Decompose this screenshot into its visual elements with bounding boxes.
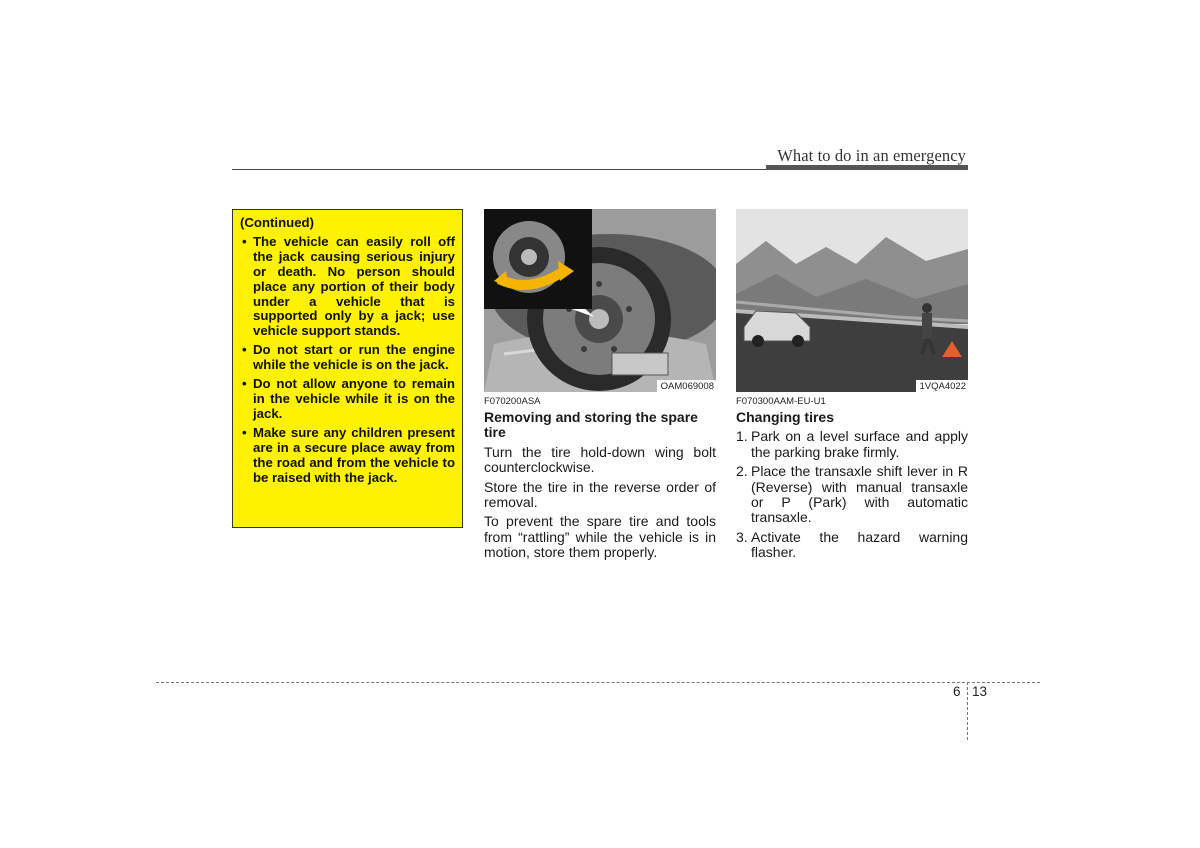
step-item: [736, 464, 968, 526]
section-spare-tire: [484, 396, 716, 565]
warning-item-text: Do not allow anyone to remain in the vehicle while it is on the jack.: [253, 376, 455, 421]
footer-divider: [967, 682, 968, 740]
paragraph: To prevent the spare tire and tools from “rattling” while the vehicle is in motion, store them properly.: [484, 513, 716, 561]
figure-label: OAM069008: [657, 380, 716, 392]
warning-item: [240, 377, 455, 422]
warning-item-text: The vehicle can easily roll off the jack causing serious injury or death. No person should place any portion of their body under a vehicle that is supported only by a jack; use vehicle support stands.: [253, 233, 455, 339]
section-heading: Removing and storing the spare tire: [484, 409, 698, 441]
warning-item: [240, 343, 455, 373]
warning-box: [232, 209, 463, 528]
warning-item: [240, 426, 455, 486]
paragraph: Turn the tire hold-down wing bolt counterclockwise.: [484, 443, 716, 476]
step-text: Place the transaxle shift lever in R (Reverse) with manual transaxle or P (Park) with automatic transaxle.: [751, 463, 968, 526]
warning-item-text: Make sure any children present are in a secure place away from the road and from the vehicle to be raised with the jack.: [253, 424, 455, 485]
warning-continued: (Continued): [240, 215, 314, 230]
warning-list: [240, 235, 455, 486]
header-bar: [766, 165, 968, 170]
step-item: [736, 530, 968, 561]
step-item: [736, 429, 968, 460]
warning-item: [240, 235, 455, 339]
footer-rule: [156, 682, 1040, 683]
bullet-icon: •: [242, 233, 247, 249]
section-changing-tires: [736, 396, 968, 565]
bullet-icon: •: [242, 424, 247, 440]
section-code: F070300AAM-EU-U1: [736, 396, 826, 407]
step-text: Activate the hazard warning flasher.: [751, 528, 968, 561]
header-title: What to do in an emergency: [777, 146, 966, 165]
step-number: 2.: [736, 463, 748, 480]
page-number: 13: [972, 684, 988, 699]
step-text: Park on a level surface and apply the parking brake firmly.: [751, 428, 968, 460]
bullet-icon: •: [242, 376, 247, 392]
spare-tire-figure: [484, 209, 716, 392]
paragraph: Store the tire in the reverse order of removal.: [484, 478, 716, 511]
roadside-illustration: [736, 209, 968, 392]
roadside-figure: [736, 209, 968, 392]
section-code: F070200ASA: [484, 396, 541, 407]
warning-item-text: Do not start or run the engine while the vehicle is on the jack.: [253, 342, 455, 373]
spare-tire-illustration: [484, 209, 716, 392]
bullet-icon: •: [242, 342, 247, 358]
figure-label: 1VQA4022: [916, 380, 968, 392]
page-chapter: 6: [953, 684, 961, 699]
step-number: 3.: [736, 528, 748, 545]
steps-list: [736, 429, 968, 560]
section-heading: Changing tires: [736, 409, 835, 425]
step-number: 1.: [736, 428, 748, 445]
